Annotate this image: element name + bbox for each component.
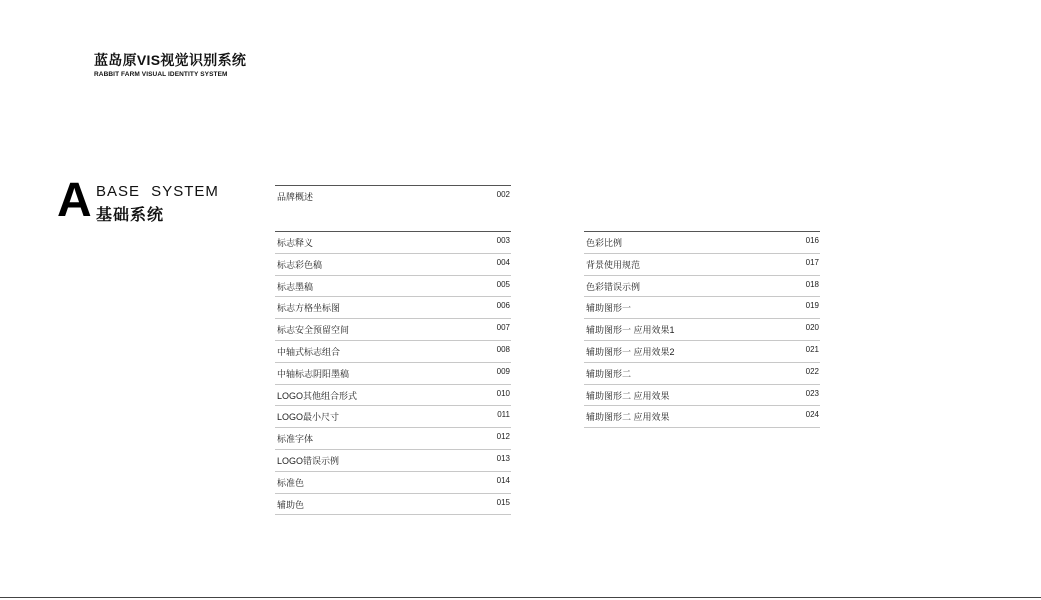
brand-subtitle: RABBIT FARM VISUAL IDENTITY SYSTEM bbox=[94, 71, 228, 78]
toc-entry[interactable] bbox=[275, 406, 511, 428]
toc-entry[interactable] bbox=[275, 385, 511, 407]
toc-entry[interactable] bbox=[584, 297, 820, 319]
toc-entry-label: 色彩错误示例 bbox=[586, 281, 641, 292]
toc-entry-page: 021 bbox=[805, 344, 819, 354]
toc-entry-page: 003 bbox=[496, 236, 510, 245]
toc-entry-page: 005 bbox=[496, 279, 510, 289]
toc-entry-label: LOGO最小尺寸 bbox=[277, 412, 340, 423]
toc-entry[interactable] bbox=[275, 232, 511, 254]
toc-entry-page: 008 bbox=[496, 344, 510, 354]
toc-entry-label: 中轴标志阴阳墨稿 bbox=[277, 368, 350, 379]
toc-entry-page: 024 bbox=[805, 410, 819, 420]
toc-entry-page: 002 bbox=[496, 190, 510, 199]
toc-entry-page: 018 bbox=[805, 279, 819, 289]
toc-entry-label: 辅助图形二 应用效果 bbox=[586, 390, 670, 401]
toc-entry[interactable] bbox=[275, 254, 511, 276]
toc-entry-page: 015 bbox=[496, 497, 510, 507]
toc-entry[interactable] bbox=[275, 363, 511, 385]
toc-entry-label: 标准色 bbox=[277, 477, 305, 488]
toc-entry-page: 017 bbox=[805, 257, 819, 267]
toc-entry[interactable] bbox=[275, 186, 511, 207]
toc-entry-label: LOGO错误示例 bbox=[277, 455, 340, 466]
toc-entry-label: 标志释义 bbox=[277, 238, 314, 248]
toc-entry-page: 014 bbox=[496, 475, 510, 485]
toc-entry-page: 012 bbox=[496, 432, 510, 442]
toc-entry[interactable] bbox=[584, 254, 820, 276]
toc-entry-page: 006 bbox=[496, 301, 510, 311]
toc-entry-label: 中轴式标志组合 bbox=[277, 346, 341, 357]
toc-entry-page: 019 bbox=[805, 301, 819, 311]
toc-entry[interactable] bbox=[275, 341, 511, 363]
toc-entry[interactable] bbox=[275, 428, 511, 450]
toc-entry[interactable] bbox=[584, 363, 820, 385]
toc-entry[interactable] bbox=[275, 472, 511, 494]
section-title-cn: 基础系统 bbox=[96, 207, 165, 224]
toc-entry-label: 辅助图形一 应用效果1 bbox=[586, 325, 675, 336]
toc-right-column bbox=[584, 231, 820, 428]
toc-entry[interactable] bbox=[584, 385, 820, 407]
toc-entry-label: 标志方格坐标图 bbox=[277, 303, 341, 314]
toc-entry-label: 标志墨稿 bbox=[277, 281, 314, 292]
toc-entry-page: 022 bbox=[805, 366, 819, 376]
section-title-en: BASE SYSTEM bbox=[96, 183, 219, 200]
toc-entry-page: 010 bbox=[496, 388, 510, 398]
toc-entry-label: 色彩比例 bbox=[586, 238, 623, 248]
toc-entry-page: 023 bbox=[805, 388, 819, 398]
toc-entry-page: 007 bbox=[496, 323, 510, 333]
toc-entry-label: 辅助图形一 应用效果2 bbox=[586, 346, 675, 357]
section-letter: A bbox=[57, 174, 92, 227]
toc-entry[interactable] bbox=[275, 494, 511, 516]
toc-entry[interactable] bbox=[584, 341, 820, 363]
toc-entry-label: 辅助图形一 bbox=[586, 303, 632, 314]
toc-entry-label: 品牌概述 bbox=[277, 192, 314, 202]
toc-entry-label: 背景使用规范 bbox=[586, 259, 641, 270]
toc-entry-page: 016 bbox=[805, 236, 819, 245]
toc-entry[interactable] bbox=[275, 450, 511, 472]
toc-entry-page: 020 bbox=[805, 323, 819, 333]
toc-entry-page: 009 bbox=[496, 366, 510, 376]
toc-entry[interactable] bbox=[584, 319, 820, 341]
brand-header bbox=[94, 52, 246, 78]
toc-left-column bbox=[275, 231, 511, 515]
toc-entry-label: 标志安全预留空间 bbox=[277, 325, 350, 336]
toc-entry-page: 004 bbox=[496, 257, 510, 267]
toc-entry-label: 标准字体 bbox=[277, 434, 314, 445]
toc-entry-label: LOGO其他组合形式 bbox=[277, 390, 358, 401]
toc-intro bbox=[275, 185, 511, 207]
toc-entry-label: 标志彩色稿 bbox=[277, 259, 323, 270]
toc-entry[interactable] bbox=[584, 406, 820, 428]
brand-title: 蓝岛原VIS视觉识别系统 bbox=[94, 52, 247, 68]
bottom-divider bbox=[0, 597, 1041, 598]
toc-entry-page: 013 bbox=[496, 453, 510, 463]
toc-entry-label: 辅助图形二 应用效果 bbox=[586, 412, 670, 423]
toc-entry[interactable] bbox=[275, 297, 511, 319]
toc-entry-label: 辅助色 bbox=[277, 499, 305, 510]
toc-entry[interactable] bbox=[584, 276, 820, 298]
toc-entry[interactable] bbox=[275, 276, 511, 298]
toc-entry-label: 辅助图形二 bbox=[586, 368, 632, 379]
toc-entry-page: 011 bbox=[497, 410, 510, 420]
toc-entry[interactable] bbox=[275, 319, 511, 341]
toc-entry[interactable] bbox=[584, 232, 820, 254]
